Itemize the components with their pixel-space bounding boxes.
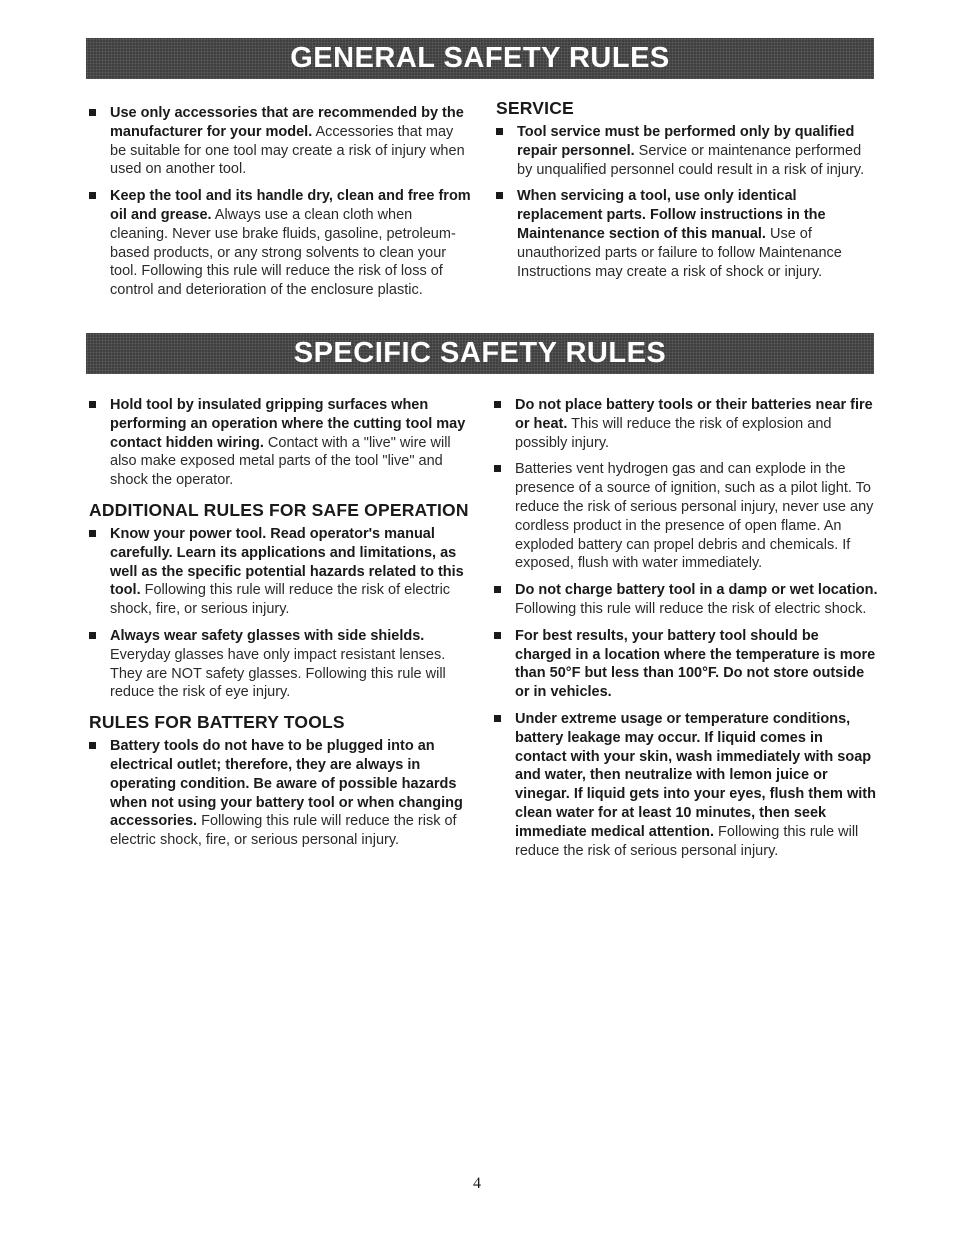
square-bullet-icon	[496, 128, 503, 135]
rule-item	[494, 396, 878, 452]
square-bullet-icon	[494, 465, 501, 472]
square-bullet-icon	[494, 715, 501, 722]
rule-item	[89, 737, 469, 850]
rule-text: Always use a clean cloth when cleaning. Never use brake fluids, gasoline, petroleum-based products, or any strong solvents to clean your tool. Following this rule will reduce the risk of loss of control and deterioration of the enclosure plastic.	[110, 206, 456, 299]
square-bullet-icon	[89, 530, 96, 537]
rule-bold-text: Under extreme usage or temperature conditions, battery leakage may occur. If liquid comes in contact with your skin, wash immediately with soap and water, then neutralize with lemon juice or vinegar. If liquid gets into your eyes, flush them with clean water for at least 10 minutes, then seek immediate medical attention.	[515, 710, 876, 840]
rule-bold-text: Always wear safety glasses with side shields.	[110, 627, 425, 644]
rule-text: Following this rule will reduce the risk of electric shock, fire, or serious injury.	[110, 582, 451, 618]
rule-bold-text: Tool service must be performed only by qualified repair personnel.	[517, 124, 855, 159]
service-heading: SERVICE	[496, 98, 574, 118]
rule-item	[494, 710, 878, 860]
rule-text: Use of unauthorized parts or failure to follow Maintenance Instructions may create a risk of shock or injury.	[517, 225, 842, 280]
additional-rules-heading: ADDITIONAL RULES FOR SAFE OPERATION	[89, 499, 469, 520]
square-bullet-icon	[89, 401, 96, 408]
rule-bold-text: Do not charge battery tool in a damp or wet location.	[515, 582, 878, 599]
rule-text: Batteries vent hydrogen gas and can explode in the presence of a source of ignition, such as a pilot light. To reduce the risk of serious personal injury, never use any cordless product in the presence of open flame. An exploded battery can propel debris and chemicals. If exposed, flush with water immediately.	[515, 461, 874, 572]
specific-safety-rules-banner: SPECIFIC SAFETY RULES	[86, 333, 874, 374]
rule-item	[89, 396, 469, 490]
specific-right-column	[494, 396, 878, 868]
rule-bold-text: For best results, your battery tool should be charged in a location where the temperature is more than 50°F but less than 100°F. Do not store outside or in vehicles.	[515, 627, 876, 701]
general-safety-rules-banner: GENERAL SAFETY RULES	[86, 38, 874, 79]
square-bullet-icon	[494, 586, 501, 593]
rule-bold-text: Keep the tool and its handle dry, clean and free from oil and grease.	[110, 188, 471, 223]
rule-item	[89, 104, 473, 179]
rule-bold-text: Battery tools do not have to be plugged into an electrical outlet; therefore, they are always in operating condition. Be aware of possible hazards when not using your battery tool or when changing accessories.	[110, 738, 463, 830]
rule-text: Service or maintenance performed by unqualified personnel could result in a risk of injury.	[517, 142, 865, 178]
rule-item	[494, 581, 878, 619]
rule-text: Following this rule will reduce the risk of electric shock, fire, or serious personal injury.	[110, 813, 457, 849]
rule-text: Contact with a "live" wire will also make exposed metal parts of the tool "live" and shock the operator.	[110, 434, 451, 489]
rule-item	[496, 187, 880, 281]
rule-item	[494, 627, 878, 702]
rule-bold-text: Hold tool by insulated gripping surfaces when performing an operation where the cutting tool may contact hidden wiring.	[110, 397, 466, 451]
square-bullet-icon	[89, 109, 96, 116]
rule-item	[496, 123, 880, 179]
square-bullet-icon	[89, 742, 96, 749]
battery-rules-heading: RULES FOR BATTERY TOOLS	[89, 712, 345, 733]
square-bullet-icon	[89, 192, 96, 199]
rule-item	[89, 525, 469, 619]
square-bullet-icon	[494, 632, 501, 639]
rule-bold-text: When servicing a tool, use only identical replacement parts. Follow instructions in the Maintenance section of this manual.	[517, 188, 826, 242]
rule-text: Following this rule will reduce the risk of electric shock.	[515, 600, 867, 617]
rule-bold-text: Know your power tool. Read operator's manual carefully. Learn its applications and limitations, as well as the specific potential hazards related to this tool.	[110, 525, 464, 599]
page-number: 4	[473, 1175, 481, 1192]
square-bullet-icon	[496, 192, 503, 199]
general-left-column	[89, 104, 473, 308]
rule-text: Accessories that may be suitable for one tool may create a risk of injury when used on another tool.	[110, 123, 465, 178]
rule-text: This will reduce the risk of explosion and possibly injury.	[515, 415, 832, 451]
rule-text: Everyday glasses have only impact resistant lenses. They are NOT safety glasses. Following this rule will reduce the risk of eye injury.	[110, 646, 446, 701]
general-right-column	[496, 98, 880, 289]
square-bullet-icon	[494, 401, 501, 408]
rule-item	[89, 627, 469, 702]
rule-text: Following this rule will reduce the risk of serious personal injury.	[515, 823, 859, 859]
rule-item	[89, 187, 473, 300]
square-bullet-icon	[89, 632, 96, 639]
rule-bold-text: Do not place battery tools or their batteries near fire or heat.	[515, 397, 873, 432]
rule-item	[494, 460, 878, 573]
rule-bold-text: Use only accessories that are recommended by the manufacturer for your model.	[110, 105, 464, 140]
specific-left-column	[89, 396, 469, 858]
